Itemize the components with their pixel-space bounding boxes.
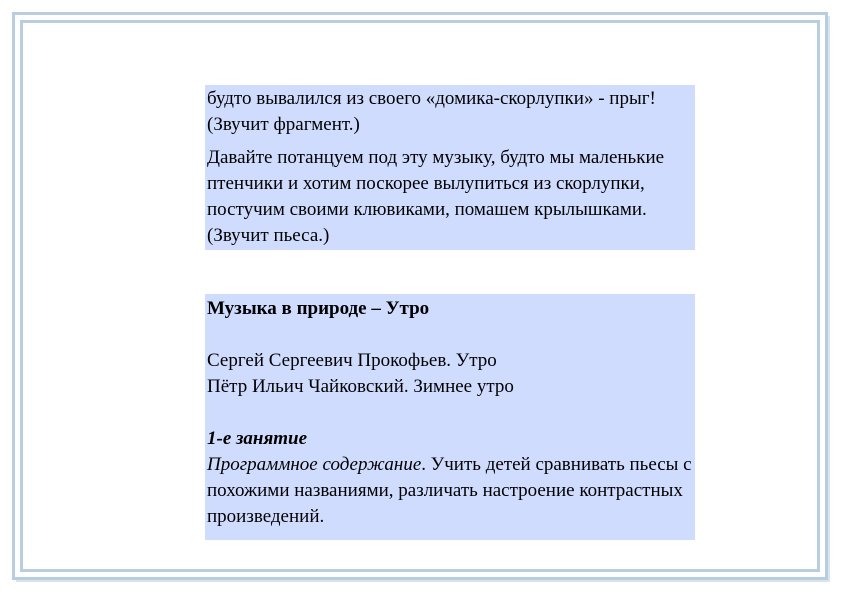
paragraph-fragment-text: будто вывалился из своего «домика-скорлупки» - прыг! (Звучит фрагмент.) xyxy=(207,88,656,135)
program-text: . Учить детей сравнивать пьесы с похожими названиями, различать настроение контрастных произведений. xyxy=(207,454,692,527)
paragraph-dance-text: Давайте потанцуем под эту музыку, будто мы маленькие птенчики и хотим поскорее вылупиться из скорлупки, постучим своими клювиками, помашем крылышками. (Звучит пьеса.) xyxy=(207,147,665,246)
spacer xyxy=(207,400,693,426)
work-prokofiev: Сергей Сергеевич Прокофьев. Утро xyxy=(207,350,497,371)
work-tchaikovsky: Пётр Ильич Чайковский. Зимнее утро xyxy=(207,376,514,397)
program-label: Программное содержание xyxy=(207,454,422,475)
paragraph-fragment xyxy=(207,86,693,138)
lesson-title: 1-е занятие xyxy=(207,428,308,449)
program-content xyxy=(207,452,693,530)
paragraph-dance xyxy=(207,145,693,249)
spacer xyxy=(207,322,693,348)
text-block-morning xyxy=(205,294,695,540)
text-block-dance xyxy=(205,85,695,250)
section-heading: Музыка в природе – Утро xyxy=(207,298,430,319)
